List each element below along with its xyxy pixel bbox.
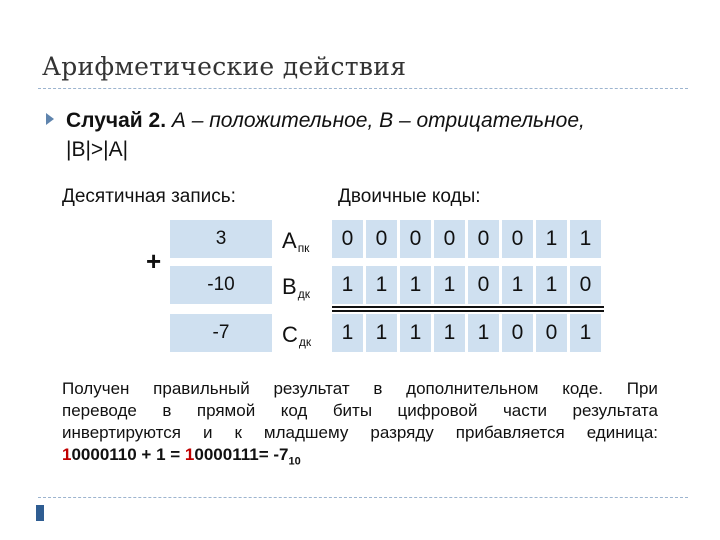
slide-title: Арифметические действия (42, 52, 407, 81)
bullet-arrow-icon (46, 113, 54, 125)
bit-cell: 0 (366, 220, 397, 258)
word: в (373, 379, 383, 398)
case-text: А – положительное, В – отрицательное, (171, 109, 585, 132)
bit-cell: 1 (570, 220, 601, 258)
formula-part: 0000111= -7 (194, 445, 289, 464)
bit-cell: 1 (400, 266, 431, 304)
conversion-formula (62, 444, 658, 472)
description-line (62, 378, 658, 400)
bit-cell: 1 (400, 314, 431, 352)
slide-marker-icon (36, 505, 44, 521)
word: прямой (196, 401, 256, 420)
bit-cell: 0 (468, 220, 499, 258)
word: и (202, 423, 213, 442)
word: инвертируются (62, 423, 181, 442)
word: в (162, 401, 172, 420)
bit-cell: 0 (400, 220, 431, 258)
var-label: $С_{дк}$ (282, 322, 312, 349)
word: младшему (263, 423, 349, 442)
decimal-cell: 3 (170, 220, 272, 258)
binary-header: Двоичные коды: (338, 186, 481, 207)
plus-sign: + (146, 246, 162, 276)
bit-cell: 1 (502, 266, 533, 304)
bit-cell: 0 (434, 220, 465, 258)
description-line (62, 400, 658, 422)
bit-cell: 0 (332, 220, 363, 258)
bit-cell: 1 (366, 266, 397, 304)
bit-cell: 0 (570, 266, 601, 304)
decimal-header: Десятичная запись: (62, 186, 236, 207)
word: биты (332, 401, 373, 420)
formula-highlight-digit: 1 (184, 445, 195, 464)
word: коде. (562, 379, 603, 398)
bottom-divider (38, 497, 688, 498)
sum-line (332, 306, 604, 308)
word: При (626, 379, 658, 398)
word: разряду (370, 423, 434, 442)
var-label: $В_{дк}$ (282, 274, 310, 301)
bit-cell: 1 (366, 314, 397, 352)
bit-cell: 1 (332, 266, 363, 304)
formula-subscript: 10 (288, 455, 301, 468)
word: дополнительном (406, 379, 539, 398)
word: части (502, 401, 548, 420)
bit-cell: 0 (502, 220, 533, 258)
bit-cell: 1 (536, 220, 567, 258)
bit-cell: 1 (468, 314, 499, 352)
decimal-cell: -7 (170, 314, 272, 352)
bit-cell: 1 (536, 266, 567, 304)
word: переводе (62, 401, 137, 420)
bit-cell: 0 (536, 314, 567, 352)
decimal-cell: -10 (170, 266, 272, 304)
case-text-2: |В|>|А| (66, 138, 129, 161)
word: единица: (586, 423, 658, 442)
word: результата (572, 401, 658, 420)
bit-cell: 1 (570, 314, 601, 352)
word: правильный (153, 379, 250, 398)
case-statement (66, 106, 686, 164)
description-line (62, 422, 658, 444)
description-text (62, 378, 658, 472)
bit-cell: 1 (434, 266, 465, 304)
word: результат (273, 379, 350, 398)
formula-part: 0000110 + 1 = (71, 445, 185, 464)
formula-highlight-digit: 1 (62, 445, 72, 464)
word: Получен (62, 379, 130, 398)
bit-cell: 0 (468, 266, 499, 304)
title-divider (38, 88, 688, 89)
bit-cell: 1 (434, 314, 465, 352)
sum-line (332, 310, 604, 312)
var-label: $А_{пк}$ (282, 228, 310, 255)
word: к (234, 423, 242, 442)
word: прибавляется (455, 423, 565, 442)
case-label: Случай 2. (66, 109, 167, 132)
bit-cell: 1 (332, 314, 363, 352)
word: цифровой (397, 401, 478, 420)
bit-cell: 0 (502, 314, 533, 352)
word: код (280, 401, 308, 420)
